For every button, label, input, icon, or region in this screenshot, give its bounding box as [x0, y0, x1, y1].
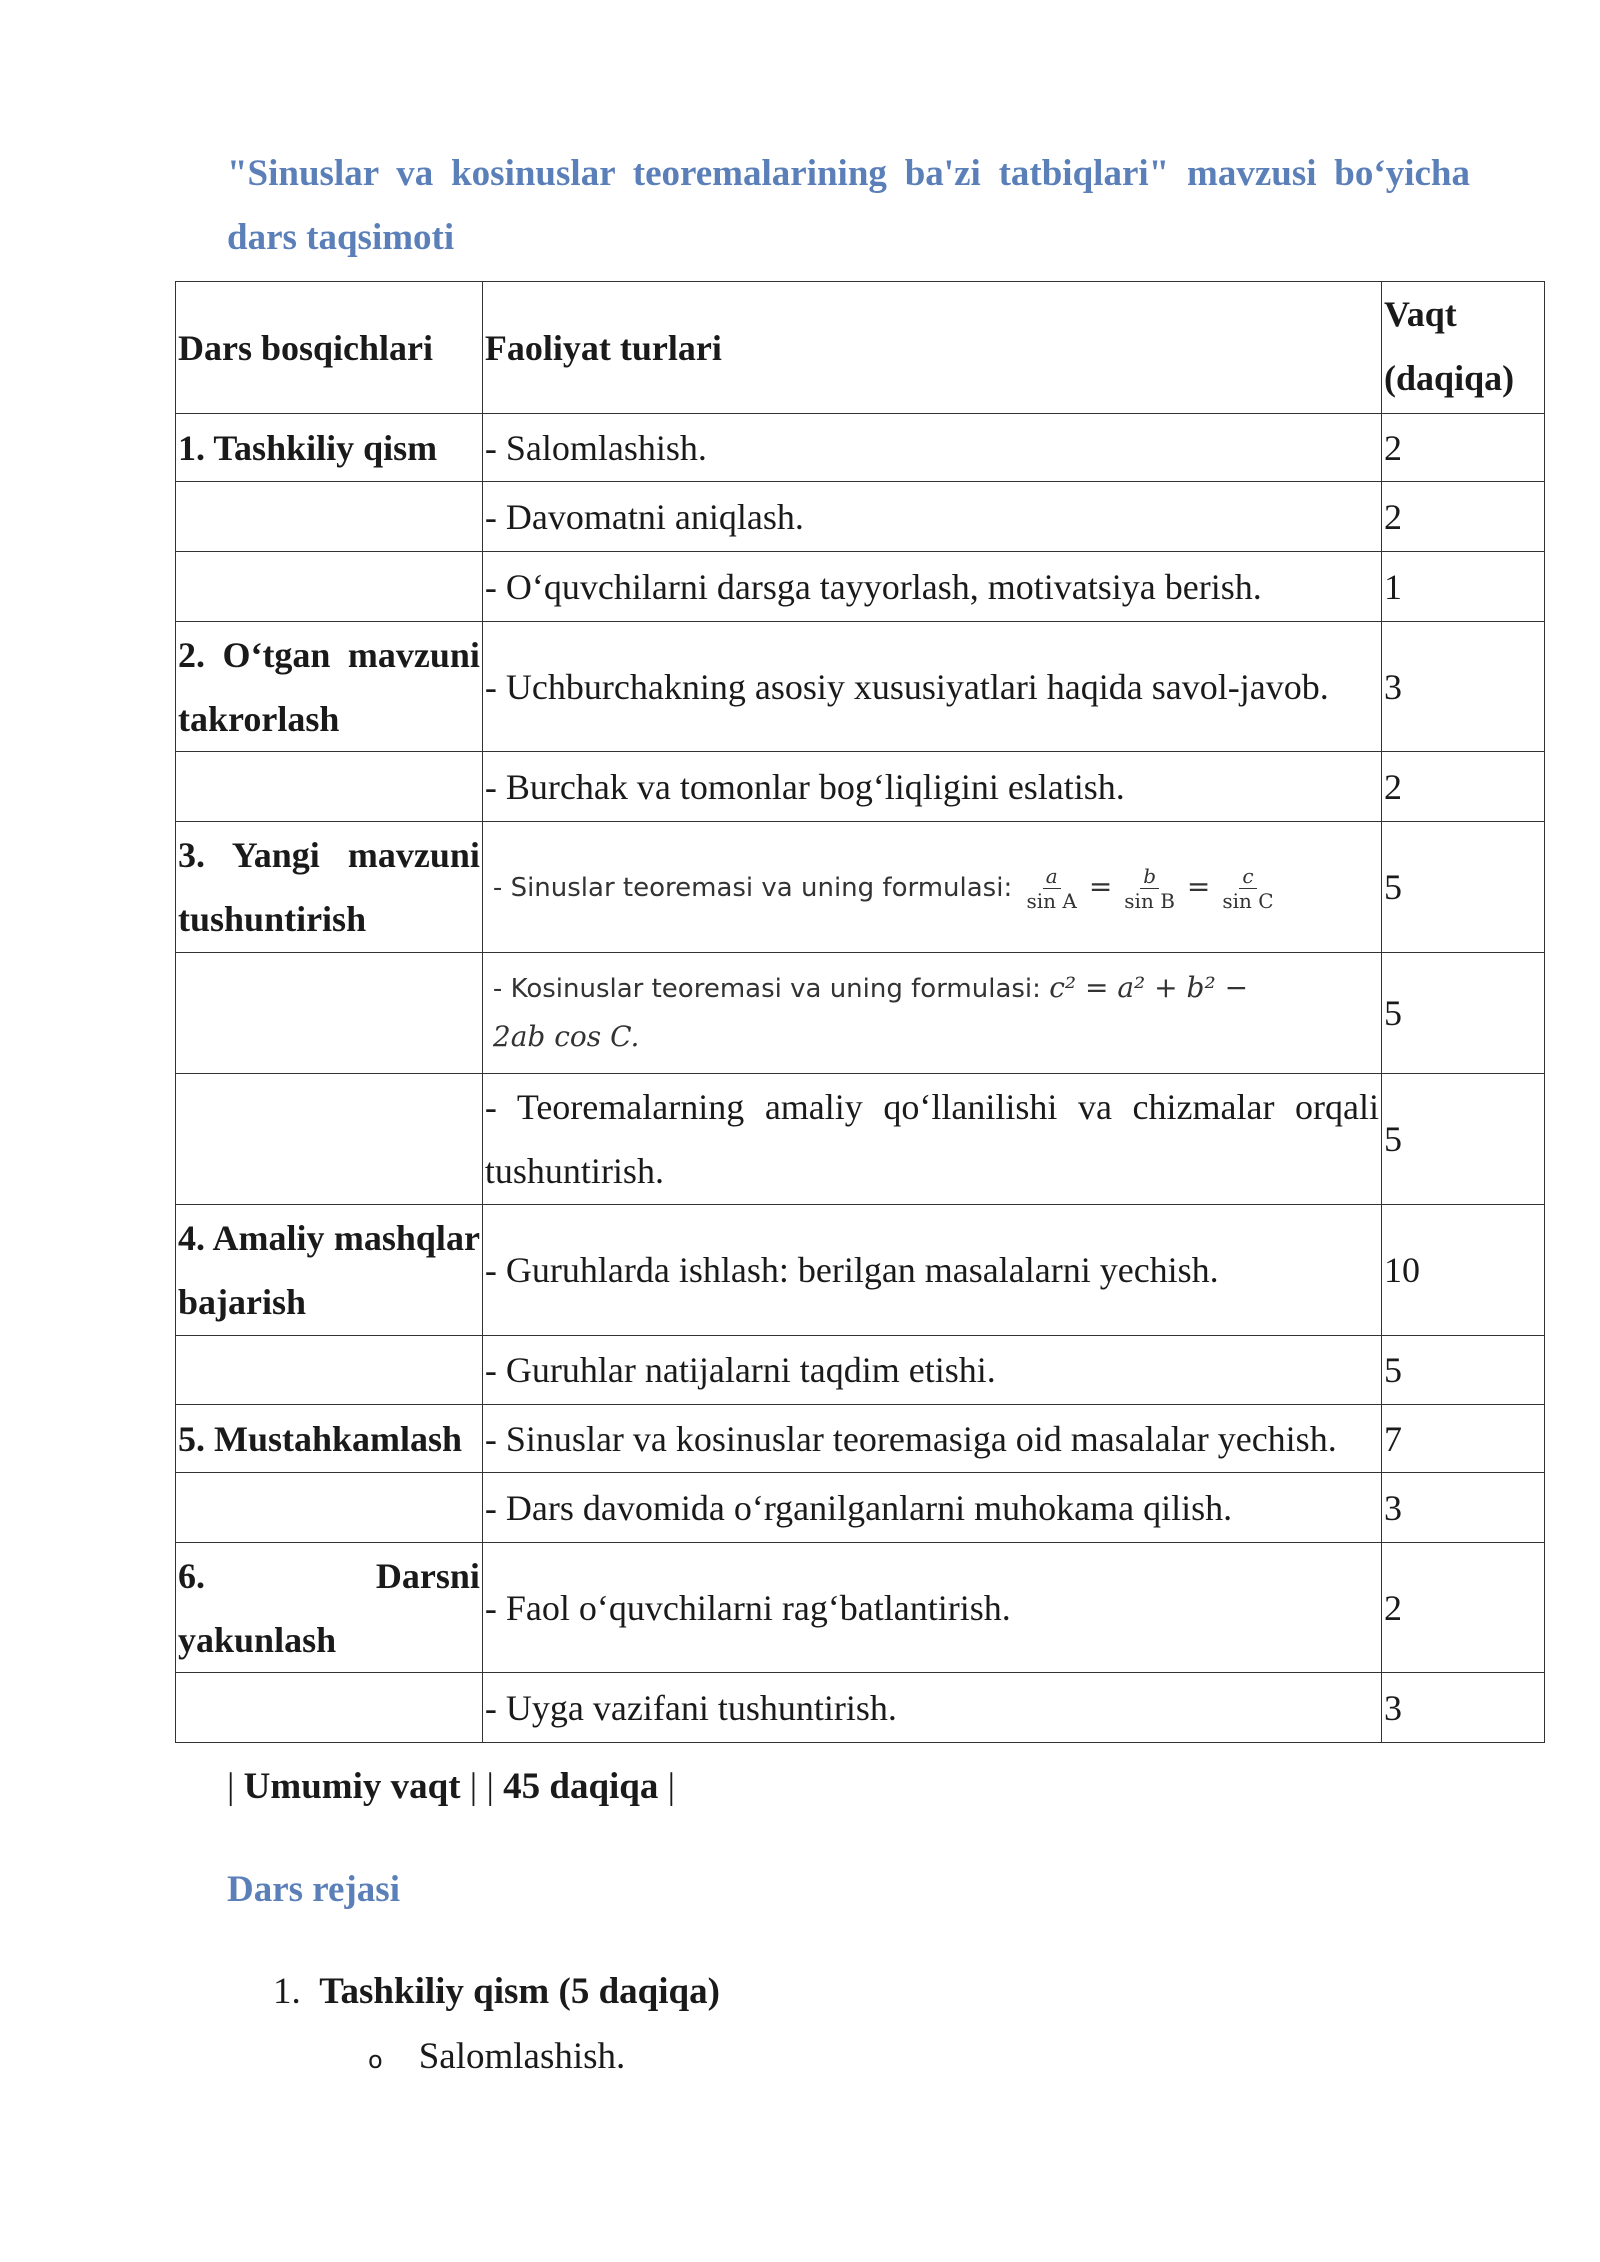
time-cell: 2 [1382, 1543, 1545, 1673]
activity-cell: - Guruhlar natijalarni taqdim etishi. [482, 1336, 1381, 1405]
activity-cell: - Uyga vazifani tushuntirish. [482, 1673, 1381, 1743]
document-title: "Sinuslar va kosinuslar teoremalarining ba'zi tatbiqlari" mavzusi bo‘yicha dars taqsimoti [227, 153, 1470, 258]
plan-sublist-item [368, 2035, 625, 2078]
table-row [176, 752, 1545, 822]
list-item-label: Tashkiliy qism (5 daqiqa) [319, 1971, 720, 2012]
stage-cell [176, 552, 483, 622]
stage-cell [176, 482, 483, 552]
time-cell: 3 [1382, 1473, 1545, 1543]
activity-cell: - Faol o‘quvchilarni rag‘batlantirish. [482, 1543, 1381, 1673]
stage-cell [176, 1673, 483, 1743]
cosine-formula-line1: c² = a² + b² − [1049, 971, 1249, 1004]
activity-cell: - Teoremalarning amaliy qo‘llanilishi va chizmalar orqali tushuntirish. [482, 1074, 1381, 1205]
time-cell: 2 [1382, 752, 1545, 822]
stage-cell: 3. Yangi mavzuni tushuntirish [176, 822, 483, 953]
stage-cell: 5. Mustahkamlash [176, 1405, 483, 1473]
list-number: 1. [273, 1971, 301, 2012]
sine-law-label: - Sinuslar teoremasi va uning formulasi: [492, 872, 1013, 903]
activity-cell: - Sinuslar va kosinuslar teoremasiga oid masalalar yechish. [482, 1405, 1381, 1473]
activity-cell: - Dars davomida o‘rganilganlarni muhokama qilish. [482, 1473, 1381, 1543]
activity-cell: - Guruhlarda ishlash: berilgan masalalarni yechish. [482, 1205, 1381, 1336]
header-stages: Dars bosqichlari [176, 282, 483, 414]
table-row [176, 414, 1545, 482]
activity-cell: - Uchburchakning asosiy xususiyatlari haqida savol-javob. [482, 622, 1381, 752]
fraction-c-sinC: $\frac{c}{\text{sin C}}$ [1222, 863, 1274, 913]
stage-cell [176, 1473, 483, 1543]
activity-cell: - Salomlashish. [482, 414, 1381, 482]
stage-cell: 1. Tashkiliy qism [176, 414, 483, 482]
time-cell: 5 [1382, 1336, 1545, 1405]
activity-cell: - Davomatni aniqlash. [482, 482, 1381, 552]
table-row [176, 1205, 1545, 1336]
cosine-law-cell [482, 953, 1381, 1074]
time-cell: 5 [1382, 953, 1545, 1074]
time-cell: 5 [1382, 1074, 1545, 1205]
stage-cell [176, 1074, 483, 1205]
table-header-row [176, 282, 1545, 414]
total-time-value: 45 daqiqa [503, 1766, 659, 1807]
table-row [176, 1673, 1545, 1743]
time-cell: 3 [1382, 1673, 1545, 1743]
table-row [176, 622, 1545, 752]
time-cell: 2 [1382, 414, 1545, 482]
table-row [176, 482, 1545, 552]
table-row [176, 1473, 1545, 1543]
plan-list-item [273, 1970, 720, 2013]
fraction-b-sinB: $\frac{b}{\text{sin B}}$ [1124, 863, 1175, 913]
lesson-distribution-table [175, 281, 1545, 1743]
stage-cell [176, 953, 483, 1074]
header-activities: Faoliyat turlari [482, 282, 1381, 414]
time-cell: 2 [1382, 482, 1545, 552]
bullet-icon: o [368, 2045, 383, 2074]
total-time-line: | Umumiy vaqt | | 45 daqiqa | [227, 1766, 676, 1807]
header-time: Vaqt (daqiqa) [1382, 282, 1545, 414]
activity-cell: - Burchak va tomonlar bog‘liqligini eslatish. [482, 752, 1381, 822]
table-row [176, 1074, 1545, 1205]
stage-cell: 2. O‘tgan mavzuni takrorlash [176, 622, 483, 752]
table-row [176, 552, 1545, 622]
time-cell: 10 [1382, 1205, 1545, 1336]
activity-cell: - O‘quvchilarni darsga tayyorlash, motivatsiya berish. [482, 552, 1381, 622]
time-cell: 3 [1382, 622, 1545, 752]
stage-cell: 6. Darsni yakunlash [176, 1543, 483, 1673]
table-row [176, 953, 1545, 1074]
cosine-law-label: - Kosinuslar teoremasi va uning formulasi: [492, 974, 1041, 1004]
table-row [176, 1336, 1545, 1405]
total-time-label: Umumiy vaqt [243, 1766, 461, 1807]
table-row [176, 1405, 1545, 1473]
stage-cell [176, 752, 483, 822]
time-cell: 5 [1382, 822, 1545, 953]
table-row [176, 1543, 1545, 1673]
time-cell: 1 [1382, 552, 1545, 622]
stage-cell [176, 1336, 483, 1405]
time-cell: 7 [1382, 1405, 1545, 1473]
sublist-item-label: Salomlashish. [418, 2036, 626, 2077]
cosine-formula-line2: 2ab cos C. [492, 1020, 640, 1053]
section-heading-lesson-plan: Dars rejasi [227, 1869, 400, 1910]
fraction-a-sinA: $\frac{a}{\text{sin A}}$ [1026, 863, 1077, 913]
sine-law-cell: - Sinuslar teoremasi va uning formulasi: $\frac{a}{\text{sin A}}$ = $\frac{b}{\text{sin B}}$ = $\frac{c}{\text{sin C}}$ [482, 822, 1381, 953]
table-row [176, 822, 1545, 953]
stage-cell: 4. Amaliy mashqlar bajarish [176, 1205, 483, 1336]
